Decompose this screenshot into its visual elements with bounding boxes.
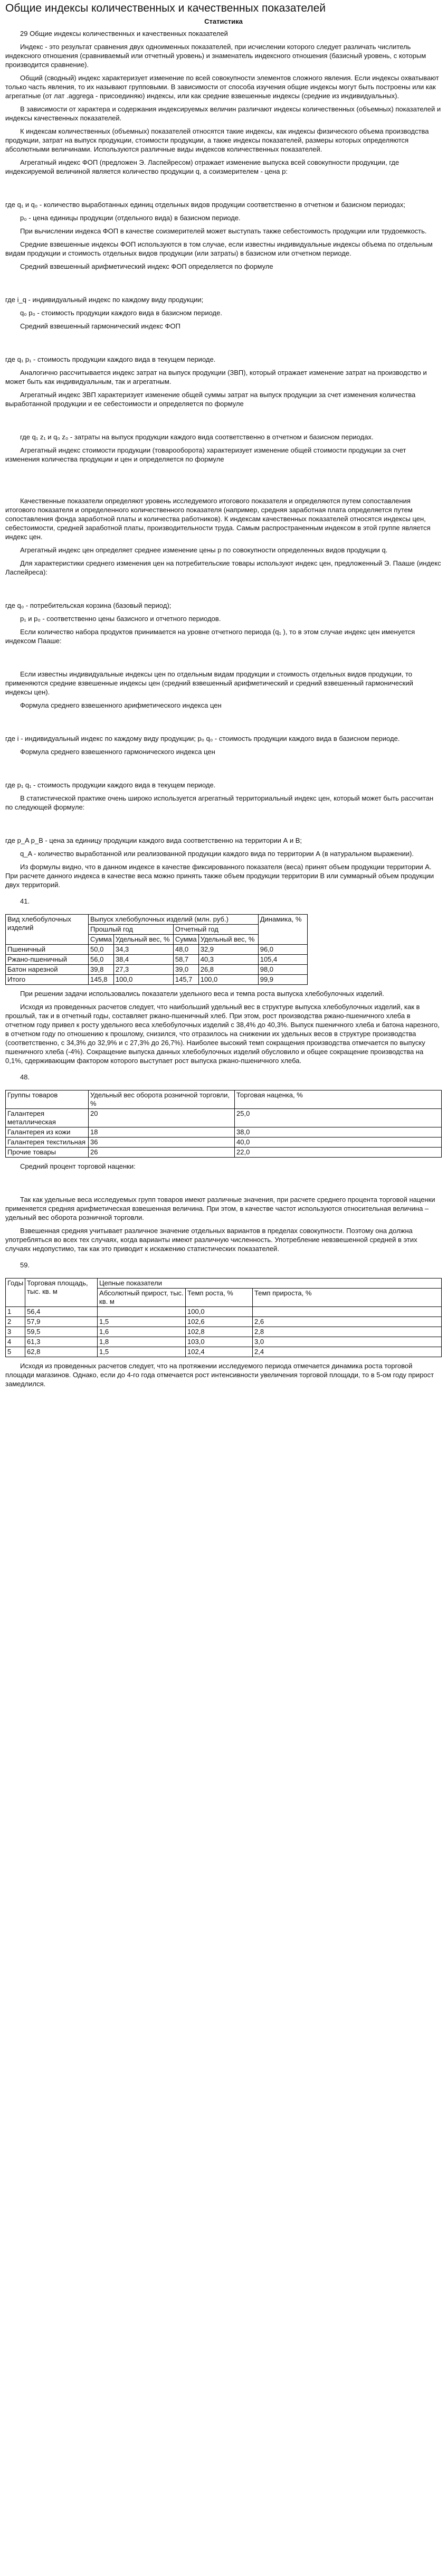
paragraph: где p_A p_B - цена за единицу продукции каждого вида соответственно на территории А и В; (5, 836, 302, 844)
paragraph: Качественные показатели определяют уровень исследуемого итогового показателя и определяются путем сопоставления итогового показателя и определенного количественного показателя (например, средняя заработная плата определяется путем сопоставления фонда заработной платы и количества работников). К индексам качественных показателей относятся индексы цен, себестоимости, средней заработной платы, производительности труда. Самым распространенным индексом в этой группе является индекс цен. (5, 497, 431, 541)
table-cell: 1,5 (98, 1347, 186, 1357)
page-subtitle: Статистика (204, 17, 243, 25)
table-cell (253, 1307, 442, 1317)
paragraph: Индекс - это результат сравнения двух одноименных показателей, при исчислении которого следует различать числитель индексного отношения (сравниваемый или отчетный уровень) и знаменатель индексного отношения (базисный уровень, с которым производится сравнение). (5, 43, 426, 69)
table-cell: Галантерея текстильная (6, 1137, 89, 1148)
table-row (6, 1327, 442, 1337)
header-cell: Выпуск хлебобулочных изделий (млн. руб.) (89, 915, 259, 925)
paragraph: Средний взвешенный гармонический индекс ФОП (20, 322, 180, 330)
table-cell: 34,3 (113, 945, 173, 955)
paragraph: Аналогично рассчитывается индекс затрат на выпуск продукции (ЗВП), который отражает изменение затрат на производство и может быть как индивидуальным, так и агрегатным. (5, 369, 427, 386)
table-cell: Пшеничный (6, 945, 89, 955)
paragraph: Средние взвешенные индексы ФОП используются в том случае, если известны индивидуальные индексы объема по отдельным видам продукции и стоимость отдельных видов продукции (или затраты) в базисном или отчетном периоде. (5, 240, 433, 257)
table-cell: 145,8 (89, 975, 114, 985)
table-cell: 32,9 (198, 945, 258, 955)
table-cell: 102,8 (186, 1327, 253, 1337)
header-cell: Удельный вес оборота розничной торговли, % (89, 1090, 235, 1109)
header-cell: Абсолютный прирост, тыс. кв. м (98, 1289, 186, 1307)
table-cell: 50,0 (89, 945, 114, 955)
header-cell: Темп роста, % (186, 1289, 253, 1307)
table-cell: 38,4 (113, 955, 173, 965)
table-cell: 20 (89, 1109, 235, 1127)
paragraph: Агрегатный индекс стоимости продукции (товарооборота) характеризует изменение общей стоимости продукции за счет изменения количества продукции и цен и определяется по формуле (5, 446, 406, 463)
table-cell: 58,7 (173, 955, 198, 965)
header-cell: Прошлый год (89, 925, 174, 935)
table-cell: Прочие товары (6, 1148, 89, 1158)
header-cell: Годы (6, 1278, 25, 1307)
page-title: Общие индексы количественных и качественных показателей (5, 2, 326, 14)
table-cell: 145,7 (173, 975, 198, 985)
table-cell: 2 (6, 1317, 25, 1327)
table-cell: 3 (6, 1327, 25, 1337)
table-cell: 40,0 (235, 1137, 442, 1148)
table-cell: 1,5 (98, 1317, 186, 1327)
table-cell: 105,4 (258, 955, 307, 965)
header-cell: Удельный вес, % (113, 935, 173, 945)
table-cell: 3,0 (253, 1337, 442, 1347)
header-cell: Вид хлебобулочных изделий (6, 915, 89, 945)
table-row (6, 945, 308, 955)
table-cell: 5 (6, 1347, 25, 1357)
table-row (6, 975, 308, 985)
paragraph: q₀ p₀ - стоимость продукции каждого вида в базисном периоде. (20, 309, 222, 317)
table-cell (98, 1307, 186, 1317)
header-cell: Сумма (89, 935, 114, 945)
task-number: 41. (20, 897, 30, 905)
table-cell: Итого (6, 975, 89, 985)
table-row (6, 1317, 442, 1327)
table-cell: 98,0 (258, 965, 307, 975)
table-cell: 39,8 (89, 965, 114, 975)
table-cell: 96,0 (258, 945, 307, 955)
paragraph: Из формулы видно, что в данном индексе в качестве фиксированного показателя (веса) принят объем продукции территории А. При расчете данного индекса в качестве веса можно принять также объем продукции территории В или суммарный объем продукции двух территорий. (5, 863, 434, 889)
paragraph: Если количество набора продуктов принимается на уровне отчетного периода (q₁ ), то в этом случае индекс цен именуется индексом Пааше: (5, 628, 415, 645)
task-number: 59. (20, 1261, 30, 1269)
table-cell: 38,0 (235, 1127, 442, 1137)
table-row (6, 955, 308, 965)
table-row (6, 1148, 442, 1158)
table-cell: Ржано-пшеничный (6, 955, 89, 965)
retail-markup-table (5, 1090, 442, 1158)
paragraph: p₁ и p₀ - соответственно цены базисного и отчетного периодов. (20, 615, 221, 623)
header-cell: Группы товаров (6, 1090, 89, 1109)
paragraph: Исходя из проведенных расчетов следует, что наибольший удельный вес в структуре выпуска хлебобулочных изделий, как в прошлый, так и в отчетный годы, составляет ржано-пшеничный хлеб. При этом, рост производства ржано-пшеничного хлеба в отчетном году привел к росту удельного веса хлебобулочных изделий с 38,4% до 40,3%. Выпуск пшеничного хлеба и батона нарезного, в отчетном году по отношению к прошлому, снизился, что отразилось на снижении их удельных весов в структуре производства (соответственно, с 34,3% до 32,9% и с 27,3% до 26,7%). Наиболее высокий темп сокращения производства отмечается по выпуску пшеничного хлеба (-4%). Сокращение выпуска данных хлебобулочных изделий обусловило и общее сокращение производства на 0,1%, сдерживающим фактором которого выступает рост выпуска ржано-пшеничного хлеба. (5, 1003, 440, 1065)
header-cell: Сумма (173, 935, 198, 945)
paragraph: При вычислении индекса ФОП в качестве соизмерителей может выступать также себестоимость продукции или трудоемкость. (20, 227, 427, 235)
header-cell: Торговая наценка, % (235, 1090, 442, 1109)
header-cell: Отчетный год (173, 925, 258, 935)
task-number: 48. (20, 1073, 30, 1081)
table-cell: 1 (6, 1307, 25, 1317)
paragraph: При решении задачи использовались показатели удельного веса и темпа роста выпуска хлебобулочных изделий. (20, 990, 384, 998)
paragraph: Общий (сводный) индекс характеризует изменение по всей совокупности элементов сложного явления. Если индексы охватывают только часть явления, то их называют групповыми. В зависимости от способа изучения общие индексы могут быть построены или как агрегатные (от лат .aggrega - присоединяю) индексы, или как средние взвешенные индексы (средние из индивидуальных). (5, 74, 439, 100)
table-cell: 59,5 (25, 1327, 98, 1337)
paragraph: 29 Общие индексы количественных и качественных показателей (20, 30, 228, 37)
paragraph: где q₁ z₁ и q₀ z₀ - затраты на выпуск продукции каждого вида соответственно в отчетном и базисном периодах. (20, 433, 374, 441)
paragraph: Агрегатный индекс цен определяет среднее изменение цены р по совокупности определенных видов продукции q. (20, 546, 388, 554)
paragraph: Исходя из проведенных расчетов следует, что на протяжении исследуемого периода отмечается динамика роста торговой площади магазинов. Однако, если до 4-го года отмечается рост интенсивности увеличения торговой площади, то в 5-ом году прирост замедлился. (5, 1362, 434, 1388)
table-cell: 25,0 (235, 1109, 442, 1127)
table-cell: 56,0 (89, 955, 114, 965)
bakery-output-table (5, 914, 308, 985)
paragraph: В зависимости от характера и содержания индексируемых величин различают индексы количественных (объемных) показателей и индексы качественных показателей. (5, 105, 441, 122)
table-cell: 26 (89, 1148, 235, 1158)
table-cell: 103,0 (186, 1337, 253, 1347)
paragraph: В статистической практике очень широко используется агрегатный территориальный индекс цен, который может быть рассчитан по следующей формуле: (5, 794, 434, 811)
paragraph: где p₁ q₁ - стоимость продукции каждого вида в текущем периоде. (5, 781, 216, 789)
header-cell: Удельный вес, % (198, 935, 258, 945)
table-cell: 99,9 (258, 975, 307, 985)
table-cell: 4 (6, 1337, 25, 1347)
paragraph: Для характеристики среднего изменения цен на потребительские товары используют индекс цен, предложенный Э. Пааше (индекс Ласпейреса): (5, 559, 441, 576)
paragraph: Формула среднего взвешенного гармонического индекса цен (20, 748, 215, 756)
table-row (6, 1337, 442, 1347)
document (0, 2, 447, 1388)
paragraph: q_A - количество выработанной или реализованной продукции каждого вида по территории А (в натуральном выражении). (20, 850, 414, 858)
table-cell: Галантерея металлическая (6, 1109, 89, 1127)
table-cell: 100,0 (198, 975, 258, 985)
paragraph: Средний процент торговой наценки: (20, 1162, 136, 1170)
table-cell: 1,6 (98, 1327, 186, 1337)
paragraph: Агрегатный индекс ФОП (предложен Э. Ласпейресом) отражает изменение выпуска всей совокупности продукции, где индексируемой величиной является количество продукции q, а соизмерителем - цена р: (5, 158, 400, 175)
table-cell: 40,3 (198, 955, 258, 965)
table-cell: 56,4 (25, 1307, 98, 1317)
paragraph: где i - индивидуальный индекс по каждому виду продукции; p₀ q₀ - стоимость продукции каждого вида в базисном периоде. (5, 735, 400, 742)
paragraph: Формула среднего взвешенного арифметического индекса цен (20, 701, 222, 709)
table-cell: 102,6 (186, 1317, 253, 1327)
table-cell: Батон нарезной (6, 965, 89, 975)
trade-area-table (5, 1278, 442, 1357)
table-cell: 18 (89, 1127, 235, 1137)
paragraph: Так как удельные веса исследуемых групп товаров имеют различные значения, при расчете среднего процента торговой наценки применяется средняя арифметическая взвешенная величина. При этом, в качестве частот используются относительная величина – удельный вес оборота розничной торговли. (5, 1196, 435, 1221)
table-cell: 2,8 (253, 1327, 442, 1337)
table-row (6, 1127, 442, 1137)
paragraph: Взвешенная средняя учитывает различное значение отдельных вариантов в пределах совокупности. Поэтому она должна употребляться во всех тех случаях, когда варианты имеют различную численность. Употребление невзвешенной средней в этих случаях недопустимо, так как это приводит к искажению статистических показателей. (5, 1227, 417, 1253)
table-row (6, 1347, 442, 1357)
table-cell: 36 (89, 1137, 235, 1148)
table-cell: 48,0 (173, 945, 198, 955)
header-cell: Цепные показатели (98, 1278, 442, 1289)
table-cell: Галантерея из кожи (6, 1127, 89, 1137)
table-row (6, 1137, 442, 1148)
paragraph: Агрегатный индекс ЗВП характеризует изменение общей суммы затрат на выпуск продукции за счет изменения количества выработанной продукции и ее себестоимости и определяется по формуле (5, 391, 416, 408)
table-cell: 39,0 (173, 965, 198, 975)
table-cell: 1,8 (98, 1337, 186, 1347)
paragraph: где i_q - индивидуальный индекс по каждому виду продукции; (5, 296, 204, 304)
paragraph: где q₁ p₁ - стоимость продукции каждого вида в текущем периоде. (5, 355, 216, 363)
table-row (6, 1109, 442, 1127)
header-cell: Торговая площадь, тыс. кв. м (25, 1278, 98, 1307)
table-cell: 2,6 (253, 1317, 442, 1327)
table-cell: 62,8 (25, 1347, 98, 1357)
paragraph: p₀ - цена единицы продукции (отдельного вида) в базисном периоде. (20, 214, 241, 222)
table-cell: 26,8 (198, 965, 258, 975)
paragraph: Если известны индивидуальные индексы цен по отдельным видам продукции и стоимость отдельных видов продукции, то применяются средние взвешенные индексы цен (средний взвешенный арифметический и средний взвешенный гармонический индексы цен). (5, 670, 413, 696)
paragraph: где q₀ - потребительская корзина (базовый период); (5, 601, 172, 609)
header-cell: Динамика, % (258, 915, 307, 945)
table-cell: 2,4 (253, 1347, 442, 1357)
header-cell: Темп прироста, % (253, 1289, 442, 1307)
table-cell: 61,3 (25, 1337, 98, 1347)
table-cell: 100,0 (186, 1307, 253, 1317)
table-cell: 57,9 (25, 1317, 98, 1327)
table-cell: 27,3 (113, 965, 173, 975)
table-row (6, 1307, 442, 1317)
paragraph: Средний взвешенный арифметический индекс ФОП определяется по формуле (20, 262, 273, 270)
paragraph: К индексам количественных (объемных) показателей относятся такие индексы, как индексы физического объема производства продукции, затрат на выпуск продукции, стоимости продукции, а также индексы показателей, размеры которых определяются абсолютными величинами. Используются различные виды индексов количественных показателей. (5, 127, 429, 153)
table-cell: 22,0 (235, 1148, 442, 1158)
table-row (6, 965, 308, 975)
paragraph: где q₁ и q₀ - количество выработанных единиц отдельных видов продукции соответственно в отчетном и базисном периодах; (5, 201, 405, 209)
table-cell: 100,0 (113, 975, 173, 985)
table-cell: 102,4 (186, 1347, 253, 1357)
